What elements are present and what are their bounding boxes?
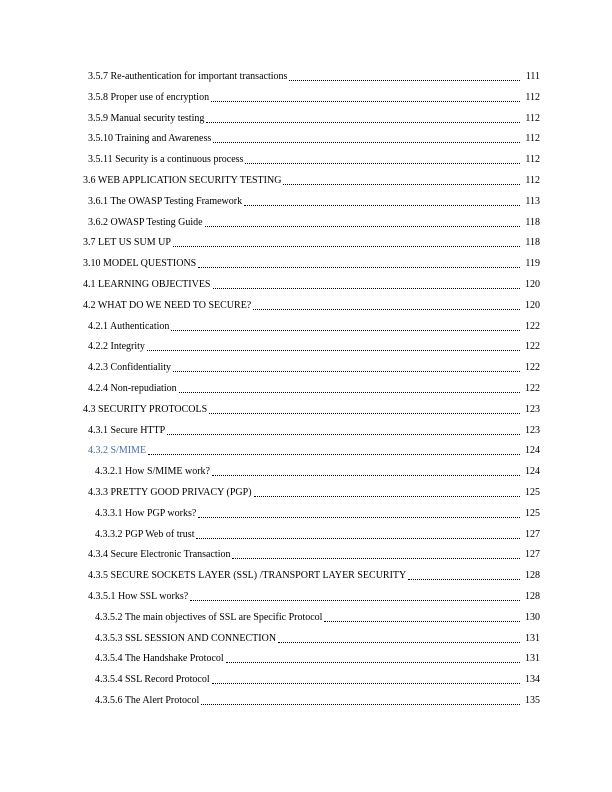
toc-entry-page-number: 127 xyxy=(525,549,540,561)
toc-entry-label[interactable]: 4.3.5.6 The Alert Protocol xyxy=(95,695,200,706)
toc-entry[interactable] xyxy=(88,485,540,499)
toc-entry-label[interactable]: 4.2.3 Confidentiality xyxy=(88,362,172,374)
toc-entry-label[interactable]: 3.5.11 Security is a continuous process xyxy=(88,154,244,166)
toc-entry-label[interactable]: 4.3.3.2 PGP Web of trust xyxy=(95,528,195,540)
toc-entry-page-number: 128 xyxy=(525,570,540,582)
toc-entry[interactable] xyxy=(88,152,540,166)
toc-entry-label[interactable]: 3.6.1 The OWASP Testing Framework xyxy=(88,195,243,207)
toc-entry-label[interactable]: 3.5.9 Manual security testing xyxy=(88,112,205,124)
dot-leader xyxy=(212,682,520,684)
dot-leader xyxy=(289,79,520,81)
toc-entry[interactable] xyxy=(88,131,540,145)
dot-leader xyxy=(171,329,520,331)
toc-entry-page-number: 122 xyxy=(525,383,540,394)
toc-entry[interactable] xyxy=(88,360,540,374)
toc-entry-label[interactable]: 4.2.2 Integrity xyxy=(88,341,145,353)
toc-entry-page-number: 118 xyxy=(525,237,540,249)
toc-entry-label[interactable]: 3.5.7 Re-authentication for important transactions xyxy=(88,71,288,82)
toc-entry-page-number: 122 xyxy=(525,362,540,374)
dot-leader xyxy=(324,620,520,622)
toc-entry-label[interactable]: 4.3.5.3 SSL SESSION AND CONNECTION xyxy=(95,632,277,644)
dot-leader xyxy=(212,474,520,476)
dot-leader xyxy=(232,557,520,559)
toc-entry-page-number: 119 xyxy=(525,258,540,270)
toc-entry-page-number: 122 xyxy=(525,341,540,353)
toc-entry[interactable] xyxy=(88,319,540,333)
dot-leader xyxy=(198,516,520,518)
toc-entry-label[interactable]: 4.3.2 S/MIME xyxy=(88,445,147,457)
toc-entry-page-number: 135 xyxy=(525,695,540,706)
dot-leader xyxy=(209,412,520,414)
dot-leader xyxy=(190,599,520,601)
toc-entry-label[interactable]: 3.7 LET US SUM UP xyxy=(83,237,171,249)
dot-leader xyxy=(198,266,520,268)
toc-entry-page-number: 112 xyxy=(525,175,540,186)
toc-entry[interactable] xyxy=(88,381,540,395)
toc-entry-page-number: 128 xyxy=(525,591,540,602)
toc-entry[interactable] xyxy=(88,568,540,582)
dot-leader xyxy=(278,641,520,643)
toc-entry[interactable] xyxy=(88,443,540,457)
toc-entry-page-number: 123 xyxy=(525,403,540,415)
toc-entry[interactable] xyxy=(83,298,540,312)
toc-entry-label[interactable]: 4.1 LEARNING OBJECTIVES xyxy=(83,279,211,290)
toc-entry-page-number: 125 xyxy=(525,507,540,519)
dot-leader xyxy=(173,370,520,372)
toc-entry-page-number: 130 xyxy=(525,611,540,623)
toc-entry-page-number: 112 xyxy=(525,112,540,124)
toc-entry-page-number: 112 xyxy=(525,91,540,103)
toc-entry-page-number: 124 xyxy=(525,466,540,478)
toc-entry-label[interactable]: 4.2 WHAT DO WE NEED TO SECURE? xyxy=(83,299,252,311)
toc-entry-label[interactable]: 4.3.4 Secure Electronic Transaction xyxy=(88,549,231,561)
toc-entry-page-number: 112 xyxy=(525,133,540,145)
dot-leader xyxy=(253,308,520,310)
toc-entry-page-number: 118 xyxy=(525,216,540,228)
toc-entry-page-number: 113 xyxy=(525,195,540,207)
toc-entry-label[interactable]: 4.3.1 Secure HTTP xyxy=(88,424,166,436)
toc-entry[interactable] xyxy=(95,672,540,686)
toc-entry[interactable] xyxy=(95,631,540,645)
dot-leader xyxy=(408,578,520,580)
toc-entry-label[interactable]: 4.2.4 Non-repudiation xyxy=(88,383,177,394)
dot-leader xyxy=(226,661,520,663)
toc-entry-label[interactable]: 3.10 MODEL QUESTIONS xyxy=(83,258,197,270)
toc-entry[interactable] xyxy=(88,194,540,208)
toc-entry-page-number: 123 xyxy=(525,424,540,436)
toc-entry[interactable] xyxy=(83,256,540,270)
toc-entry-label[interactable]: 4.3.3 PRETTY GOOD PRIVACY (PGP) xyxy=(88,487,252,498)
toc-entry-label[interactable]: 4.3.5.4 The Handshake Protocol xyxy=(95,653,224,665)
toc-entry[interactable] xyxy=(88,423,540,437)
dot-leader xyxy=(206,121,520,123)
dot-leader xyxy=(213,141,520,143)
toc-entry-label[interactable]: 3.5.10 Training and Awareness xyxy=(88,133,212,145)
dot-leader xyxy=(179,391,520,393)
dot-leader xyxy=(196,537,520,539)
toc-entry[interactable] xyxy=(95,506,540,520)
toc-entry-label[interactable]: 4.3.2.1 How S/MIME work? xyxy=(95,466,210,478)
toc-entry-page-number: 131 xyxy=(525,632,540,644)
toc-entry-page-number: 112 xyxy=(525,154,540,166)
toc-entry-page-number: 111 xyxy=(525,71,540,82)
toc-entry[interactable] xyxy=(95,610,540,624)
toc-entry-page-number: 131 xyxy=(525,653,540,665)
toc-entry-label[interactable]: 4.3.5.4 SSL Record Protocol xyxy=(95,674,210,686)
dot-leader xyxy=(167,433,520,435)
dot-leader xyxy=(254,495,520,497)
toc-entry[interactable] xyxy=(88,69,540,83)
dot-leader xyxy=(205,225,520,227)
toc-entry-label[interactable]: 4.3 SECURITY PROTOCOLS xyxy=(83,403,208,415)
toc-entry[interactable] xyxy=(88,90,540,104)
dot-leader xyxy=(244,204,520,206)
dot-leader xyxy=(283,183,520,185)
toc-entry[interactable] xyxy=(83,235,540,249)
toc-entry[interactable] xyxy=(88,111,540,125)
toc-entry-label[interactable]: 3.6.2 OWASP Testing Guide xyxy=(88,216,203,228)
toc-entry-page-number: 134 xyxy=(525,674,540,686)
toc-entry[interactable] xyxy=(83,402,540,416)
toc-entry[interactable] xyxy=(83,173,540,187)
toc-entry-label[interactable]: 3.5.8 Proper use of encryption xyxy=(88,91,210,103)
dot-leader xyxy=(213,287,521,289)
toc-entry[interactable] xyxy=(95,693,540,707)
toc-entry-page-number: 122 xyxy=(525,320,540,332)
dot-leader xyxy=(211,100,520,102)
toc-entry-label[interactable]: 4.3.3.1 How PGP works? xyxy=(95,507,197,519)
toc-entry[interactable] xyxy=(95,527,540,541)
toc-entry[interactable] xyxy=(88,339,540,353)
toc-entry[interactable] xyxy=(88,589,540,603)
toc-entry[interactable] xyxy=(95,651,540,665)
dot-leader xyxy=(148,453,520,455)
dot-leader xyxy=(245,162,520,164)
toc-entry-label[interactable]: 4.3.5.2 The main objectives of SSL are Specific Protocol xyxy=(95,611,323,623)
toc-entry-label[interactable]: 3.6 WEB APPLICATION SECURITY TESTING xyxy=(83,175,282,186)
dot-leader xyxy=(147,349,520,351)
toc-entry[interactable] xyxy=(88,215,540,229)
toc-entry-label[interactable]: 4.2.1 Authentication xyxy=(88,320,170,332)
toc-entry[interactable] xyxy=(95,464,540,478)
dot-leader xyxy=(173,245,520,247)
toc-entry-label[interactable]: 4.3.5.1 How SSL works? xyxy=(88,591,189,602)
toc-entry[interactable] xyxy=(83,277,540,291)
toc-entry-label[interactable]: 4.3.5 SECURE SOCKETS LAYER (SSL) /TRANSPORT LAYER SECURITY xyxy=(88,570,407,582)
toc-entry-page-number: 120 xyxy=(525,279,540,290)
toc-entry-page-number: 125 xyxy=(525,487,540,498)
toc-entry-page-number: 120 xyxy=(525,299,540,311)
toc-entry-page-number: 124 xyxy=(525,445,540,457)
toc-entry-page-number: 127 xyxy=(525,528,540,540)
toc-entry[interactable] xyxy=(88,547,540,561)
dot-leader xyxy=(201,703,520,705)
